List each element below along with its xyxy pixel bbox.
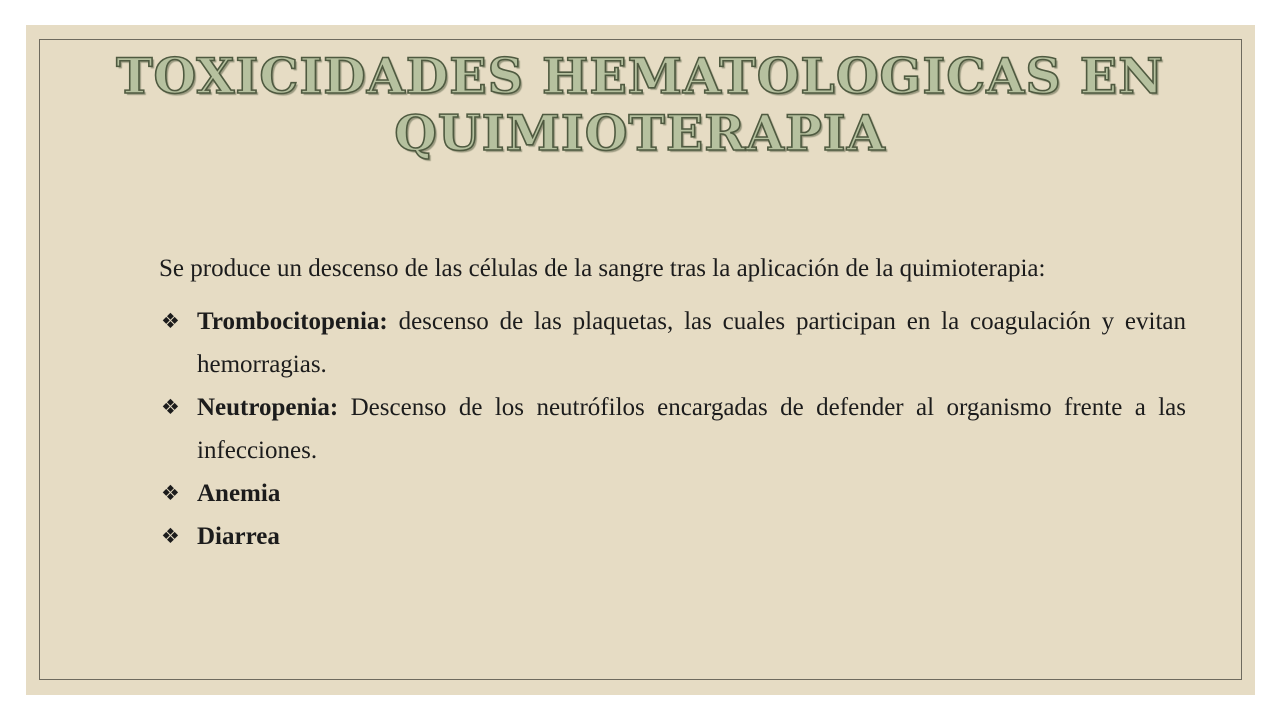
item-text: Descenso de los neutrófilos encargadas de defender al organismo frente a las infecciones.: [197, 394, 1186, 464]
title-line-2: QUIMIOTERAPIA: [394, 104, 886, 162]
item-term: Diarrea: [197, 523, 280, 550]
bullet-list: [159, 300, 1186, 558]
title-line-1: TOXICIDADES HEMATOLOGICAS EN: [116, 47, 1164, 105]
item-term: Anemia: [197, 480, 281, 507]
item-text: descenso de las plaquetas, las cuales participan en la coagulación y evitan hemorragias.: [197, 308, 1186, 378]
diamond-bullet-icon: ❖: [161, 395, 180, 419]
slide-title: [0, 48, 1280, 162]
list-item-neutropenia: [159, 386, 1186, 472]
list-item-anemia: [159, 472, 1186, 515]
list-item-diarrea: [159, 515, 1186, 558]
diamond-bullet-icon: ❖: [161, 309, 180, 333]
slide-body: [159, 247, 1186, 558]
item-term: Trombocitopenia:: [197, 308, 388, 335]
diamond-bullet-icon: ❖: [161, 524, 180, 548]
list-item-trombocitopenia: [159, 300, 1186, 386]
intro-paragraph: Se produce un descenso de las células de la sangre tras la aplicación de la quimioterapia:: [159, 255, 1046, 282]
item-term: Neutropenia:: [197, 394, 339, 421]
diamond-bullet-icon: ❖: [161, 481, 180, 505]
